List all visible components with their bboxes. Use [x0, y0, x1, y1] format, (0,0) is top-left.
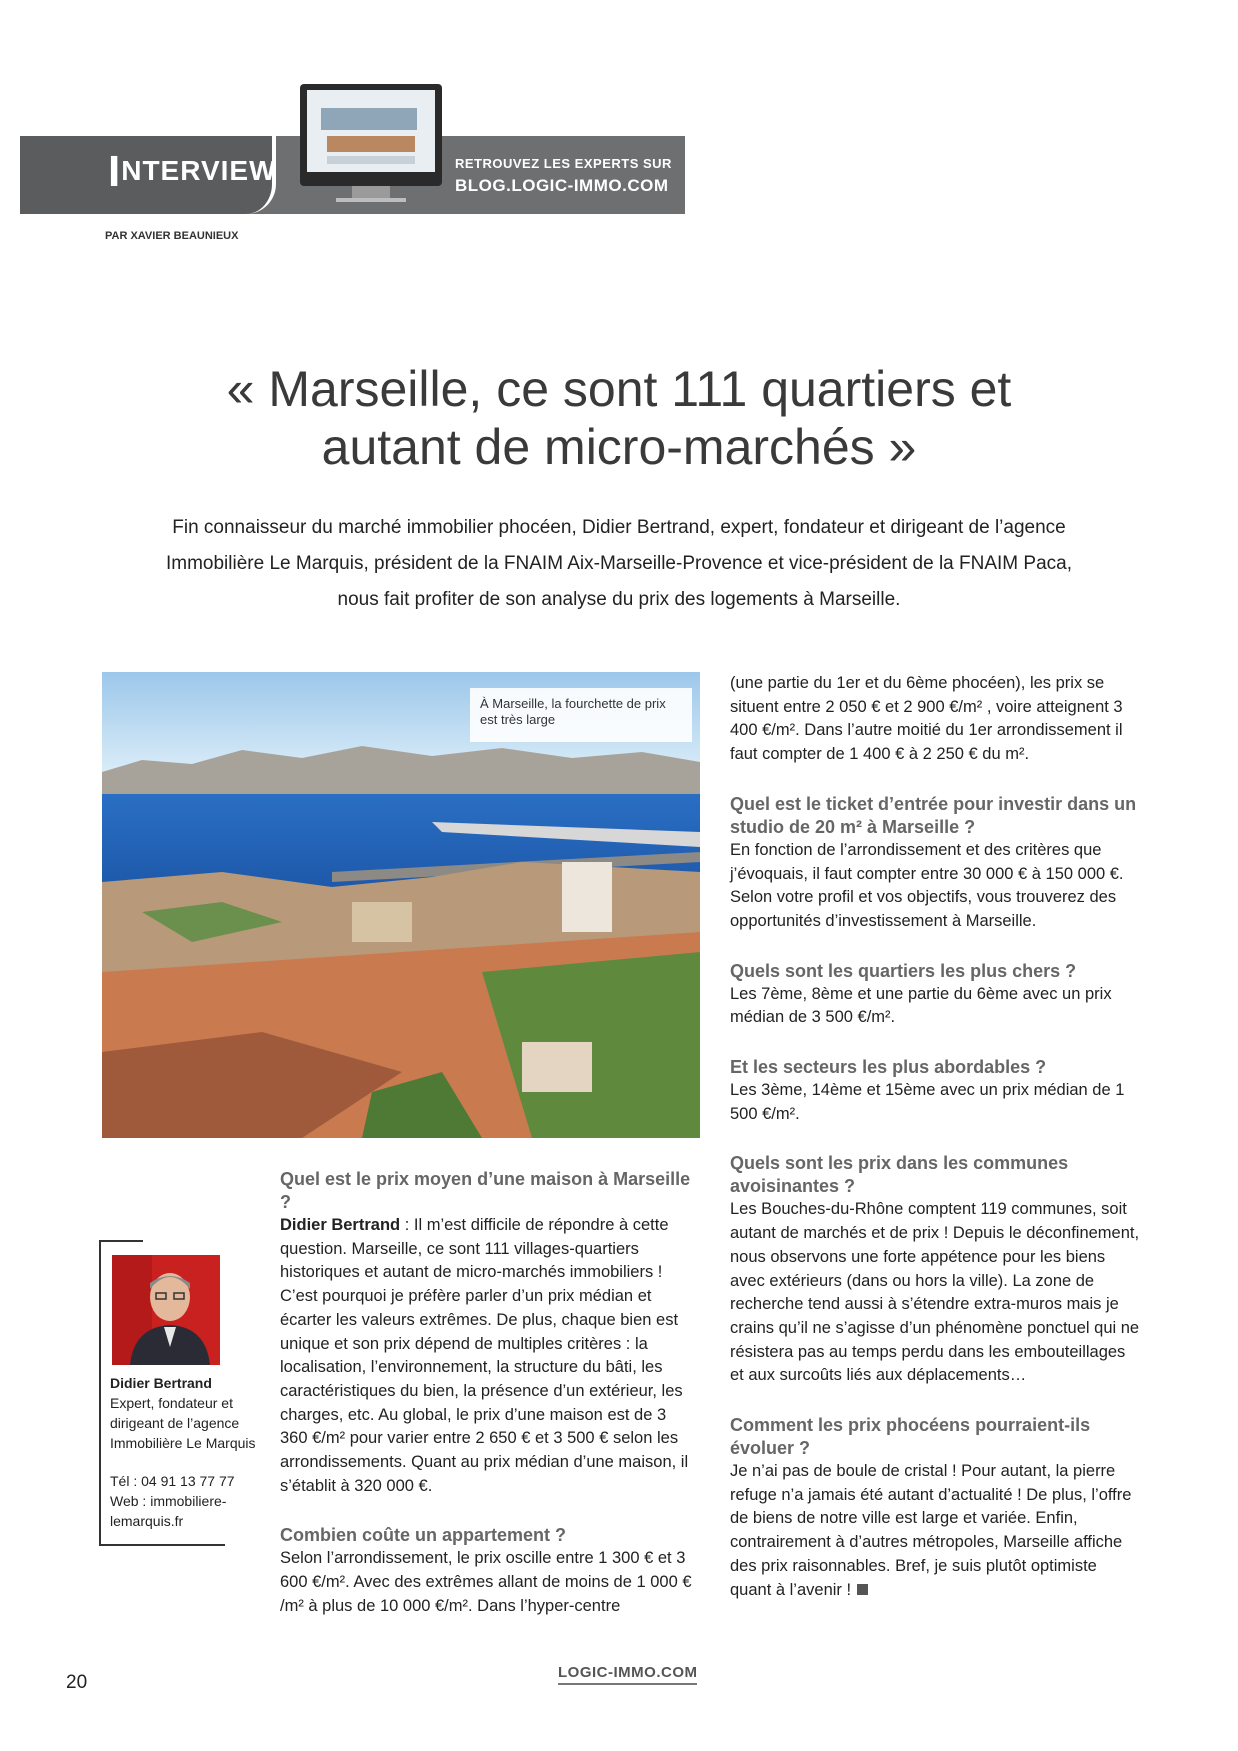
answer-2-continued: (une partie du 1er et du 6ème phocéen), les prix se situent entre 2 050 € et 2 900 €/m² , voire atteignent 3 400 €/m². Dans l’autre moitié du 1er arrondissement il faut compter de 1 400 € à 2 250 € du m². [730, 674, 1123, 764]
blog-line-1: RETROUVEZ LES EXPERTS SUR [455, 156, 672, 171]
question-6: Quels sont les prix dans les communes avoisinantes ? [730, 1153, 1069, 1197]
spacer [730, 1126, 1140, 1152]
expert-name: Didier Bertrand [110, 1375, 212, 1391]
footer-brand: LOGIC-IMMO.COM [558, 1664, 697, 1685]
lead-line-3: nous fait profiter de son analyse du prix des logements à Marseille. [337, 589, 901, 610]
answer-6: Les Bouches-du-Rhône comptent 119 communes, soit autant de marchés et de prix ! Depuis le déconfinement, nous observons une forte appétence pour les biens avec extérieurs (dans ou hors la ville). La zone de recherche tend aussi à s’étendre extra-muros mais je crains qu’il ne s’agisse d’un phénomène ponctuel qui ne résistera pas au temps perdu dans les embouteillages et aux surcoûts liés aux déplacements… [730, 1200, 1140, 1385]
spacer [730, 934, 1140, 960]
monitor-stand [352, 186, 390, 198]
expert-portrait [112, 1255, 220, 1365]
spacer [280, 1498, 695, 1524]
question-4: Quels sont les quartiers les plus chers ? [730, 960, 1077, 981]
expert-caption [110, 1373, 260, 1531]
answer-1 [280, 1214, 695, 1498]
answer-7-text: Je n’ai pas de boule de cristal ! Pour autant, la pierre refuge n’a jamais été autant d’actualité ! De plus, l’offre de biens de notre ville est large et variée. Enfin, contrairement à d’autres métropoles, Marseille affiche des prix raisonnables. Bref, je suis plutôt optimiste quant à l’avenir ! [730, 1462, 1132, 1599]
expert-phone: Tél : 04 91 13 77 77 [110, 1473, 235, 1489]
end-mark-icon [857, 1584, 868, 1595]
answer-1-speaker: Didier Bertrand [280, 1216, 401, 1234]
question-1: Quel est le prix moyen d’une maison à Marseille ? [280, 1169, 691, 1212]
question-5: Et les secteurs les plus abordables ? [730, 1057, 1047, 1078]
title-line-2: autant de micro-marchés » [321, 419, 917, 475]
byline: PAR XAVIER BEAUNIEUX [105, 230, 239, 242]
blog-url[interactable]: BLOG.LOGIC-IMMO.COM [455, 176, 669, 195]
column-right [730, 672, 1140, 1602]
answer-4: Les 7ème, 8ème et une partie du 6ème avec un prix médian de 3 500 €/m². [730, 984, 1112, 1027]
answer-2: Selon l’arrondissement, le prix oscille entre 1 300 € et 3 600 €/m². Avec des extrêmes allant de moins de 1 000 € /m² à plus de 10 000 €/m². Dans l’hyper-centre [280, 1549, 692, 1615]
expert-web[interactable]: Web : immobiliere-lemarquis.fr [110, 1493, 227, 1529]
photo-caption: À Marseille, la fourchette de prix est très large [470, 688, 692, 742]
expert-box-border-top [99, 1240, 143, 1242]
page-number: 20 [66, 1672, 88, 1693]
article-title [100, 360, 1138, 476]
screen-banner [321, 108, 417, 130]
monitor-foot [336, 198, 406, 202]
spacer [730, 1388, 1140, 1414]
question-7: Comment les prix phocéens pourraient-ils évoluer ? [730, 1415, 1091, 1459]
lead-line-2: Immobilière Le Marquis, président de la FNAIM Aix-Marseille-Provence et vice-président de la FNAIM Paca, [165, 553, 1073, 574]
monitor-screen [307, 90, 435, 172]
screen-photo [327, 136, 415, 152]
article-lead [160, 510, 1078, 618]
portrait-illustration [112, 1255, 220, 1365]
expert-role: Expert, fondateur et dirigeant de l’agence Immobilière Le Marquis [110, 1395, 256, 1451]
spacer [730, 767, 1140, 793]
expert-box-border-bottom [99, 1544, 225, 1546]
monitor-icon [300, 84, 442, 186]
screen-text [327, 156, 415, 164]
question-2: Combien coûte un appartement ? [280, 1525, 567, 1546]
answer-5: Les 3ème, 14ème et 15ème avec un prix médian de 1 500 €/m². [730, 1081, 1125, 1123]
answer-1-text: : Il m’est difficile de répondre à cette question. Marseille, ce sont 111 villages-quartiers historiques et autant de micro-marchés immobiliers ! C’est pourquoi je préfère parler d’un prix médian et écarter les valeurs extrêmes. De plus, chaque bien est unique et son prix dépend de multiples critères : la localisation, l’environnement, la structure du bâti, les caractéristiques du bien, la présence d’un extérieur, les charges, etc. Au global, le prix d’une maison est de 3 360 €/m² pour varier entre 2 650 € et 3 500 € selon les arrondissements. Quant au prix médian d’une maison, il s’établit à 320 000 €. [280, 1216, 689, 1495]
spacer [110, 1453, 260, 1471]
title-line-1: « Marseille, ce sont 111 quartiers et [226, 361, 1012, 417]
answer-7 [730, 1460, 1140, 1602]
spacer [730, 1030, 1140, 1056]
section-label: INTERVIEW [108, 147, 277, 196]
lead-line-1: Fin connaisseur du marché immobilier phocéen, Didier Bertrand, expert, fondateur et dirigeant de l’agence [172, 517, 1066, 538]
question-3: Quel est le ticket d’entrée pour investir dans un studio de 20 m² à Marseille ? [730, 793, 1137, 837]
expert-box-border-left [99, 1240, 101, 1546]
answer-3: En fonction de l’arrondissement et des critères que j’évoquais, il faut compter entre 30 000 € à 150 000 €. Selon votre profil et vos objectifs, vous trouverez des opportunités d’investissement à Marseille. [730, 840, 1124, 930]
column-left [280, 1168, 695, 1619]
